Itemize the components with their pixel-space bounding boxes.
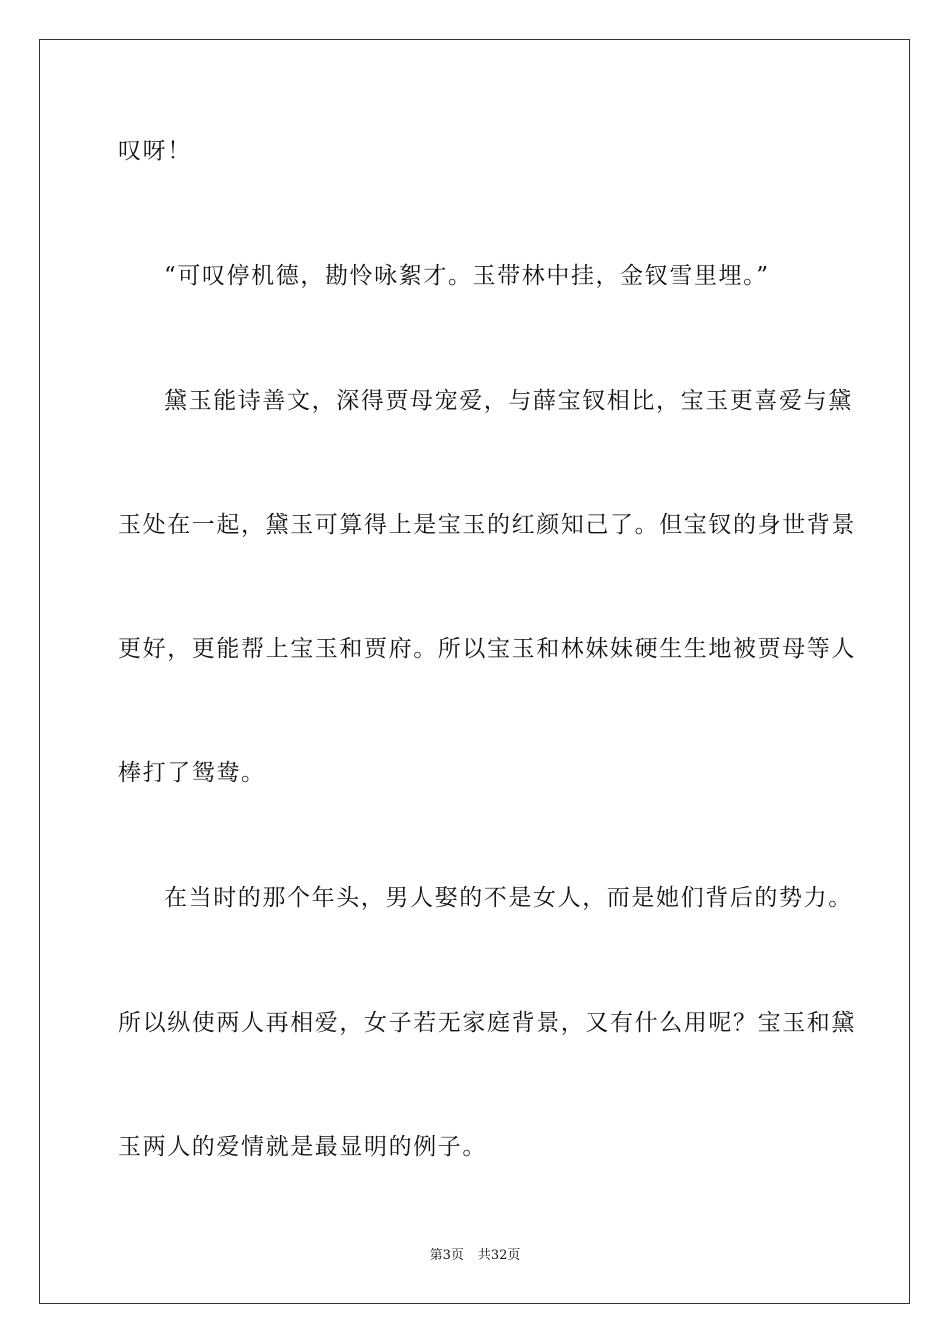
paragraph-1-line-3: 更好，更能帮上宝玉和贾府。所以宝玉和林妹妹硬生生地被贾母等人 [118,636,856,662]
page-total: 共32页 [477,1248,521,1263]
paragraph-2-line-1: 在当时的那个年头，男人娶的不是女人，而是她们背后的势力。 [164,885,853,911]
paragraph-1-line-1: 黛玉能诗善文，深得贾母宠爱，与薛宝钗相比，宝玉更喜爱与黛 [164,388,853,414]
page-border [39,39,910,1304]
page-footer [0,1247,950,1265]
poem-quote-line: “可叹停机德，勘怜咏絮才。玉带林中挂，金钗雪里埋。” [164,263,770,289]
paragraph-1-line-2: 玉处在一起，黛玉可算得上是宝玉的红颜知己了。但宝钗的身世背景 [118,512,856,538]
paragraph-2-line-2: 所以纵使两人再相爱，女子若无家庭背景，又有什么用呢？宝玉和黛 [118,1010,856,1036]
paragraph-1-line-4: 棒打了鸳鸯。 [118,760,266,786]
paragraph-2-line-3: 玉两人的爱情就是最显明的例子。 [118,1134,487,1160]
text-line-1: 叹呀！ [118,138,192,164]
page-number: 第3页 [429,1248,464,1263]
